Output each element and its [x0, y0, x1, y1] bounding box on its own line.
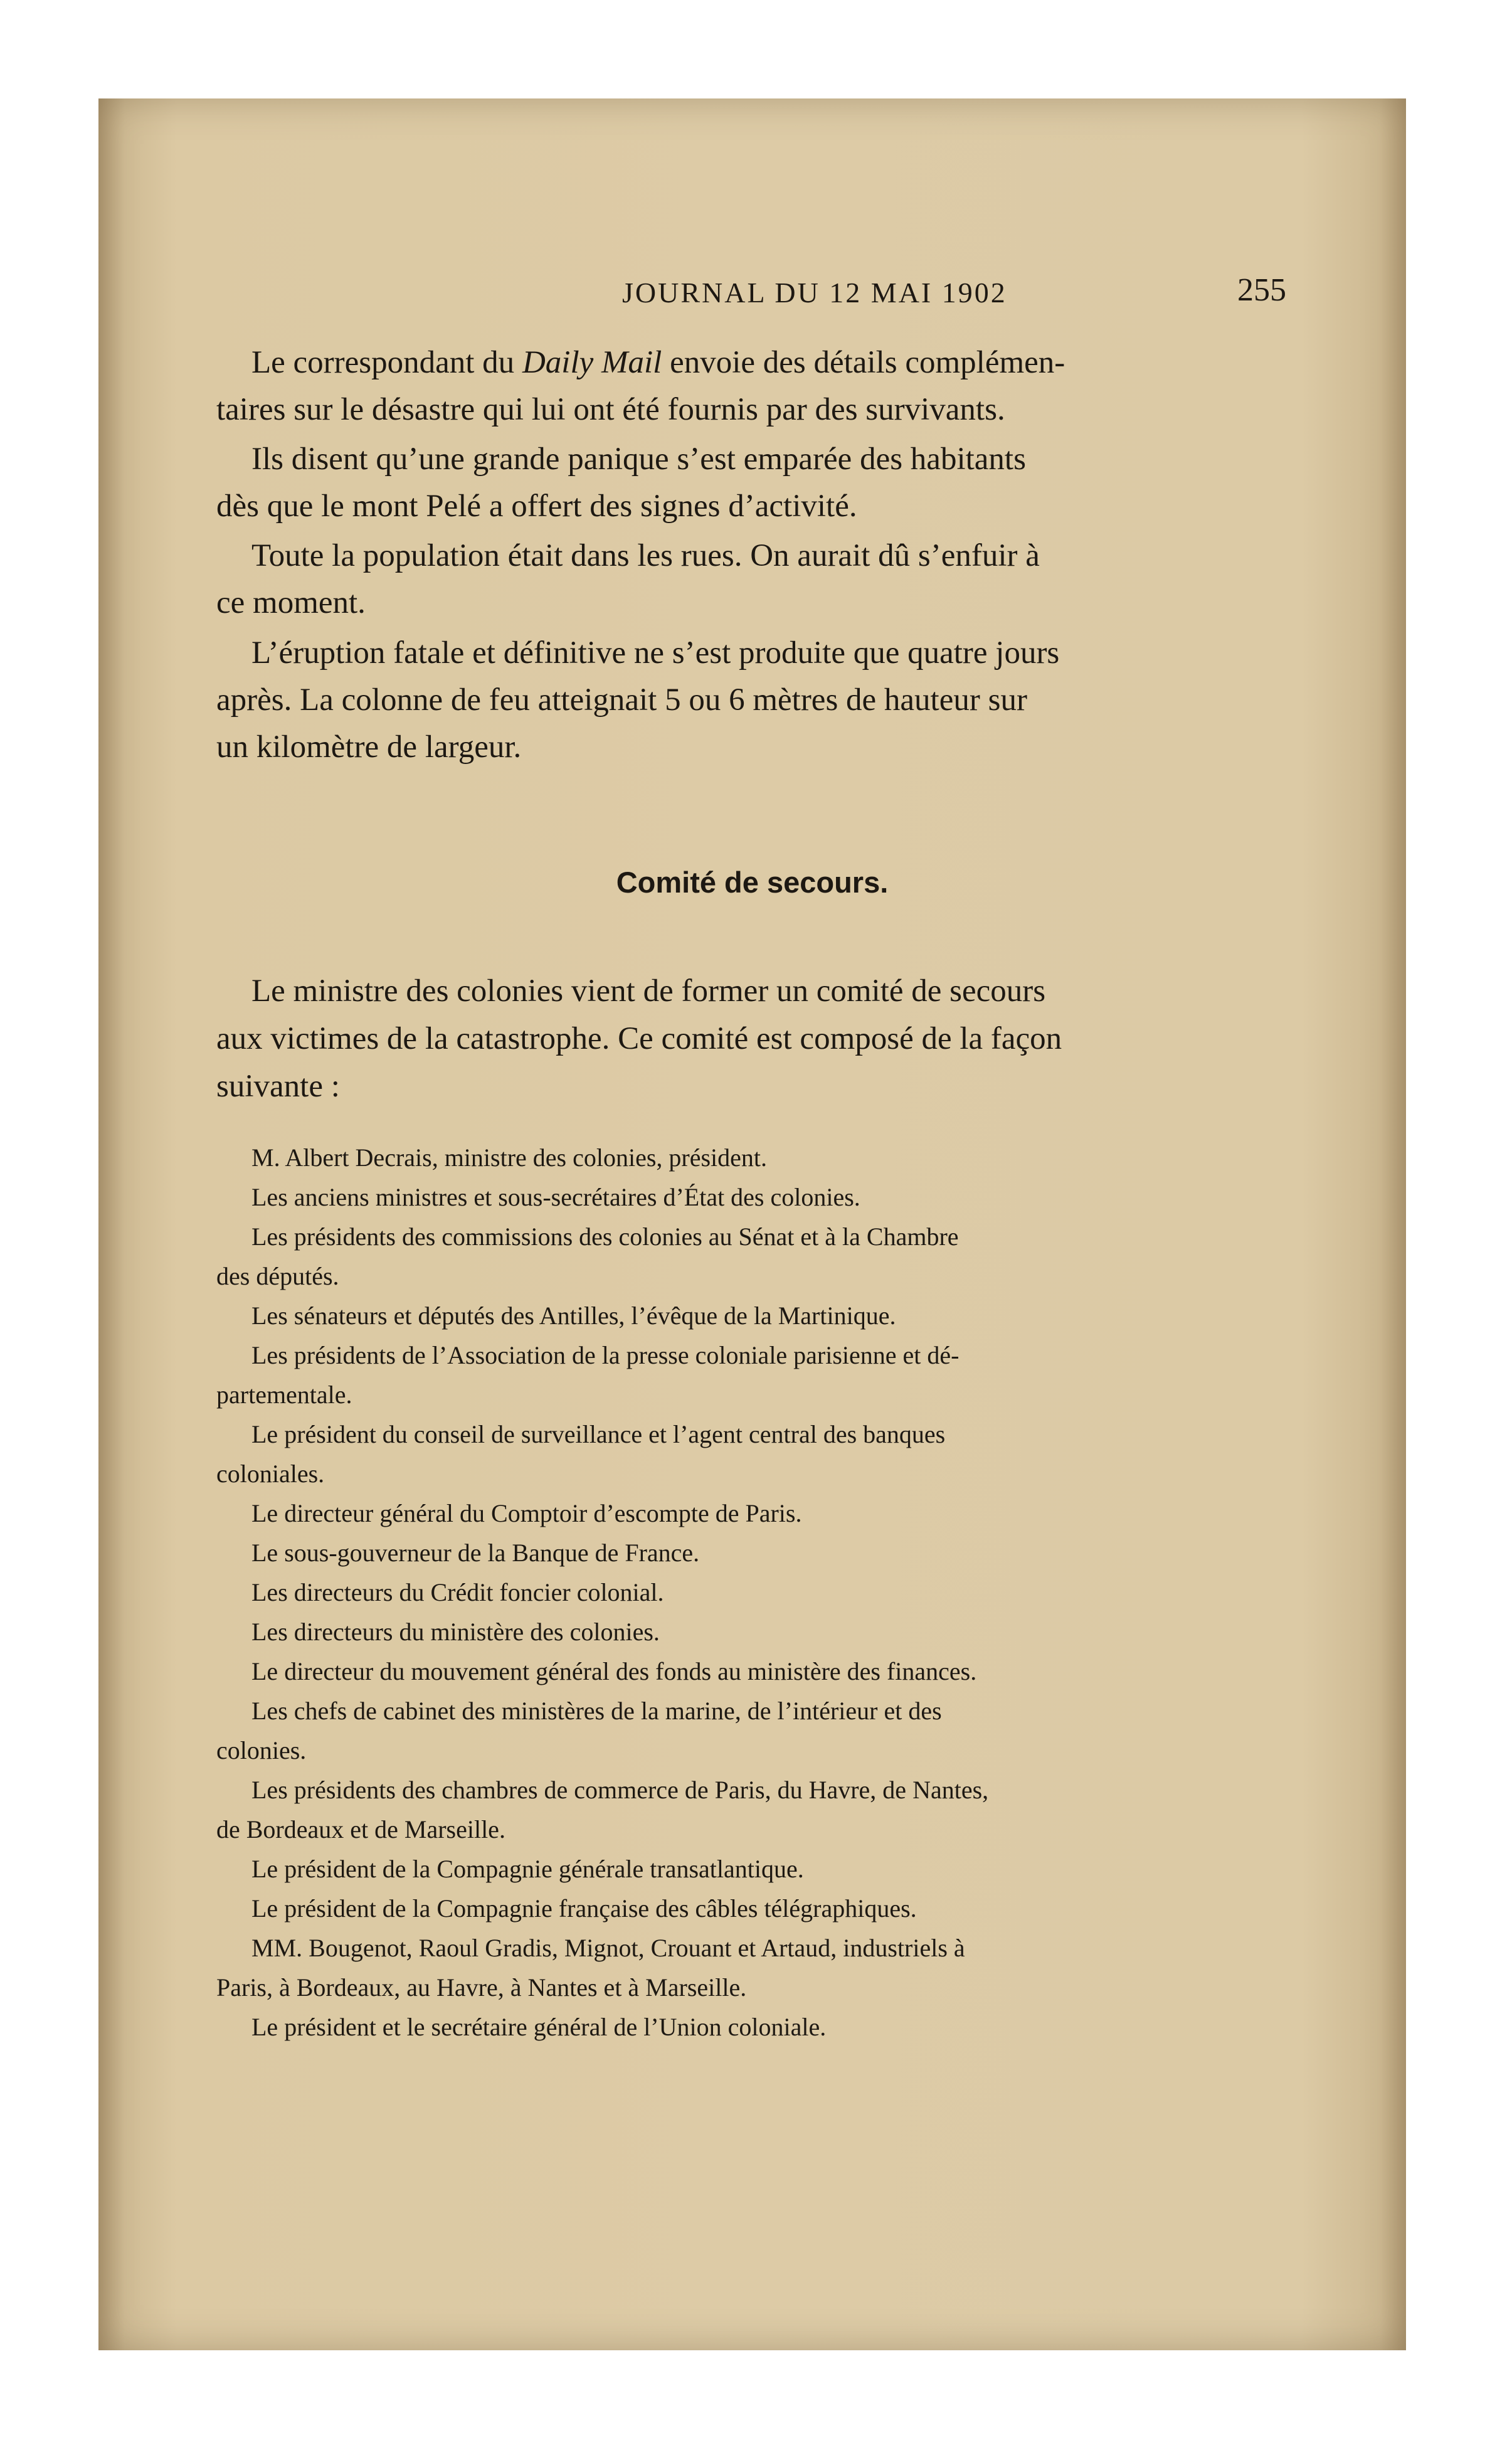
text-line: Ils disent qu’une grande panique s’est emparée des habitants — [251, 442, 1026, 477]
text-line: dès que le mont Pelé a offert des signes d’activité. — [216, 489, 857, 524]
text-line: Le ministre des colonies vient de former un comité de secours — [251, 973, 1046, 1009]
text-line: Le directeur général du Comptoir d’escompte de Paris. — [251, 1499, 802, 1527]
text-line: MM. Bougenot, Raoul Gradis, Mignot, Crouant et Artaud, industriels à — [251, 1934, 965, 1962]
running-header: JOURNAL DU 12 MAI 1902 — [622, 277, 1007, 309]
text-line: coloniales. — [216, 1460, 325, 1488]
text-line: Le président et le secrétaire général de l’Union coloniale. — [251, 2013, 827, 2041]
text-run: Le correspondant du — [251, 345, 522, 380]
text-line: Toute la population était dans les rues. On aurait dû s’enfuir à — [251, 538, 1040, 573]
text-line: des députés. — [216, 1262, 339, 1290]
text-line: Le président du conseil de surveillance et l’agent central des banques — [251, 1420, 946, 1448]
text-line: Les sénateurs et députés des Antilles, l’évêque de la Martinique. — [251, 1302, 896, 1330]
text-line: un kilomètre de largeur. — [216, 729, 522, 765]
text-line: ce moment. — [216, 585, 366, 620]
text-line: Paris, à Bordeaux, au Havre, à Nantes et à Marseille. — [216, 1973, 747, 2002]
text-line: M. Albert Decrais, ministre des colonies, président. — [251, 1143, 768, 1172]
text-line — [251, 344, 1065, 381]
text-line: aux victimes de la catastrophe. Ce comité est composé de la façon — [216, 1021, 1062, 1056]
text-line: partementale. — [216, 1381, 352, 1409]
text-line: Les anciens ministres et sous-secrétaires d’État des colonies. — [251, 1183, 860, 1211]
text-line: Les présidents des chambres de commerce de Paris, du Havre, de Nantes, — [251, 1776, 989, 1804]
text-line: Le président de la Compagnie française des câbles télégraphiques. — [251, 1894, 917, 1922]
text-line: Les chefs de cabinet des ministères de la marine, de l’intérieur et des — [251, 1697, 942, 1725]
text-line: Les directeurs du ministère des colonies. — [251, 1618, 660, 1646]
text-line: après. La colonne de feu atteignait 5 ou 6 mètres de hauteur sur — [216, 682, 1027, 718]
text-line: Les présidents des commissions des colonies au Sénat et à la Chambre — [251, 1222, 959, 1251]
text-line: colonies. — [216, 1736, 307, 1764]
text-line: suivante : — [216, 1069, 340, 1104]
text-line: Les directeurs du Crédit foncier colonial. — [251, 1578, 664, 1606]
text-line: de Bordeaux et de Marseille. — [216, 1815, 505, 1843]
book-page — [98, 98, 1406, 2350]
text-line: Les présidents de l’Association de la presse coloniale parisienne et dé- — [251, 1341, 960, 1369]
text-line: Le sous-gouverneur de la Banque de France. — [251, 1539, 700, 1567]
text-line: Le directeur du mouvement général des fonds au ministère des finances. — [251, 1657, 977, 1685]
page-number: 255 — [1237, 272, 1286, 308]
text-line: taires sur le désastre qui lui ont été fournis par des survivants. — [216, 392, 1005, 427]
text-line: L’éruption fatale et définitive ne s’est produite que quatre jours — [251, 635, 1060, 671]
text-line: Le président de la Compagnie générale transatlantique. — [251, 1855, 804, 1883]
newspaper-title: Daily Mail — [522, 345, 662, 380]
section-heading: Comité de secours. — [616, 866, 889, 899]
text-run: envoie des détails complémen- — [662, 345, 1065, 380]
